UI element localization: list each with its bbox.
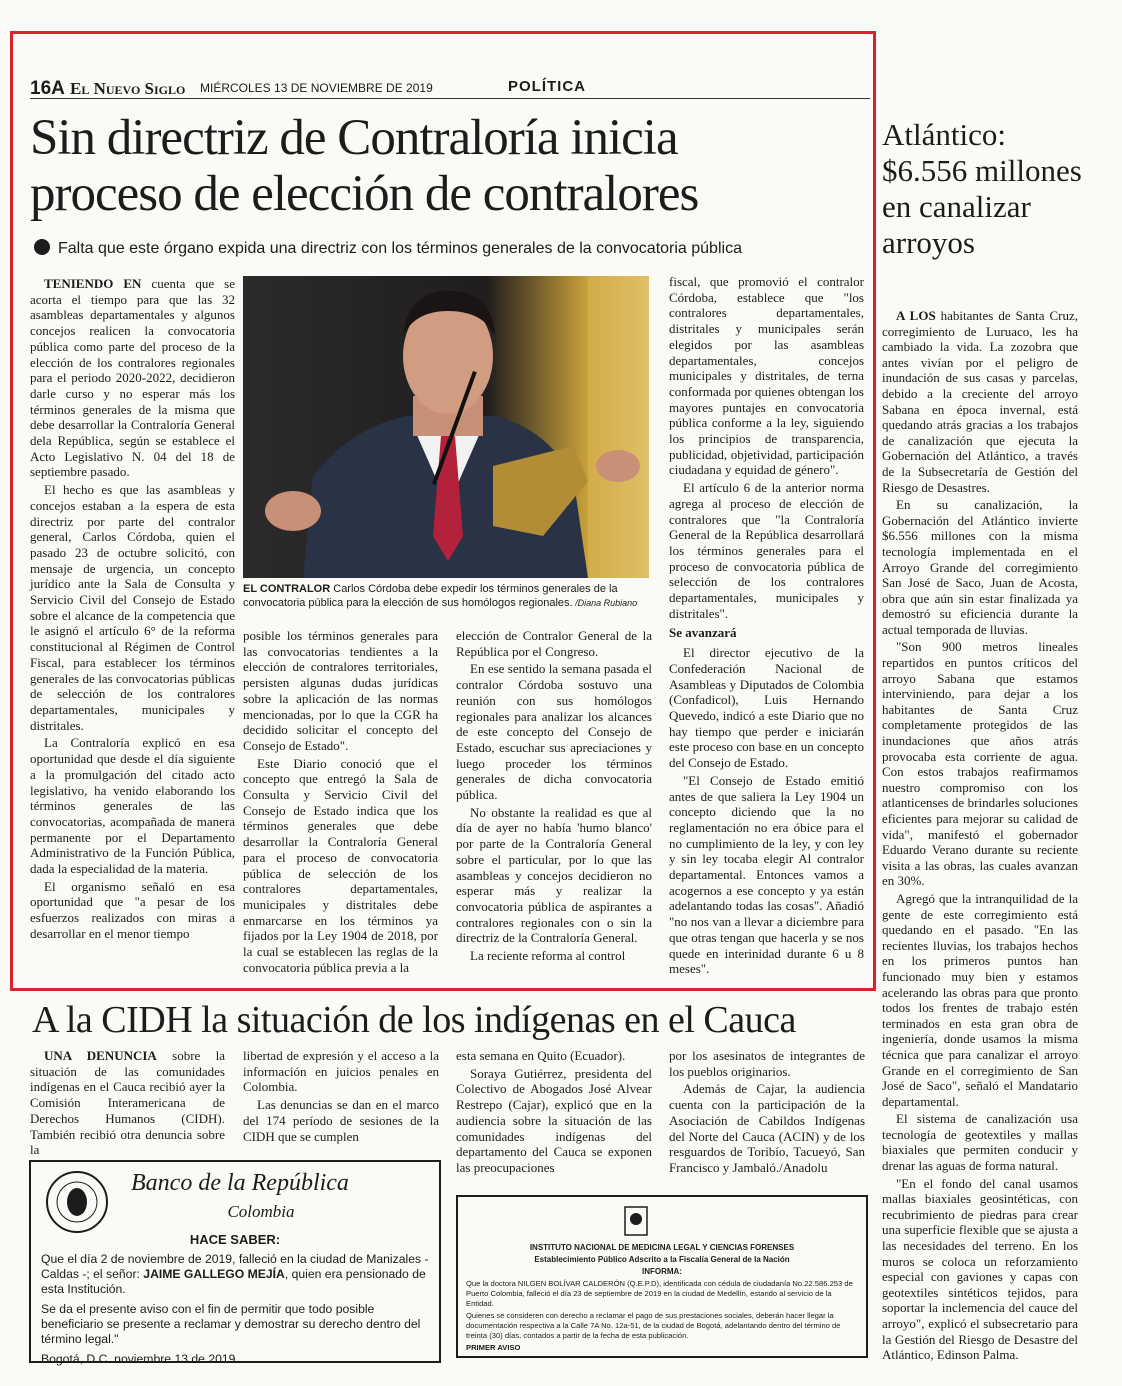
notice-date: Bogotá, D.C. noviembre 13 de 2019 [41, 1352, 236, 1366]
contralor-photo [243, 276, 649, 578]
cidh-column-2 [243, 1048, 439, 1146]
notice-paragraph: Se da el presente aviso con el fin de permitir que todo posible beneficiario se presente a reclamar y demostrar su derecho dentro del término legal." [41, 1302, 421, 1346]
paragraph: El artículo 6 de la anterior norma agrega al proceso de elección de contralores que "la Contraloría General de la República desarrollará los términos generales para el proceso de convocatoria pública de selección de los contralores departamentales, municipales y distritales". [669, 480, 864, 621]
issue-date: MIÉRCOLES 13 DE NOVIEMBRE DE 2019 [200, 81, 433, 95]
bank-country: Colombia [227, 1202, 295, 1221]
paragraph-text: sobre la situación de las comunidades indígenas en el Cauca recibió ayer la Comisión Interamericana de Derechos Humanos (CIDH). También recibió otra denuncia sobre la [30, 1048, 225, 1158]
main-headline [30, 110, 870, 222]
caption-lead: EL CONTRALOR [243, 583, 331, 595]
page-number: 16A [30, 78, 65, 99]
paragraph: "Son 900 metros lineales repartidos en puntos críticos del arroyo Sabana que estamos interviniendo, para dejar a los habitantes de Santa Cruz completamente protegidos de las inundaciones que años atrás provocaba esta corriente de agua. Con estos trabajos reafirmamos nuestro compromiso con los atlanticenses de brindarles soluciones eficientes para mejorar su calidad de vida", manifestó el gobernador Eduardo Verano durante su reciente visita a las obras, las cuales avanzan en 30%. [882, 639, 1078, 889]
bullet-icon [34, 239, 50, 255]
notice-paragraph [41, 1252, 433, 1297]
cidh-column-3 [456, 1048, 652, 1178]
bank-notice-body [41, 1252, 433, 1372]
lead-in: TENIENDO EN [44, 276, 142, 291]
paragraph: Este Diario conoció que el concepto que entregó la Sala de Consulta y Servicio Civil del Consejo de Estado indica que los términos generales que debe desarrollar la Contraloría General para el proceso de convocatoria pública de selección de los contralores departamentales, municipales y distritales debe enmarcarse en los términos ya fijados por la Ley 1904 de 2018, por la cual se establecen las reglas de la convocatoria pública previa a la [243, 755, 438, 975]
paragraph: No obstante la realidad es que al día de ayer no había 'humo blanco' por parte de la Contraloría General sobre el particular, por lo que las asambleas y concejos decidieron no esperar más y realizar la convocatoria pública de aspirantes a contralores regionales con o sin la directriz de la Contraloría General. [456, 804, 652, 946]
paragraph-text: habitantes de Santa Cruz, corregimiento de Luruaco, les ha cambiado la vida. La zozobra que antes vivían por el peligro de inundación de sus casas y parcelas, debido a la creciente del arroyo Sabana en época invernal, está quedando atrás gracias a los trabajos de canalización que ejecuta la Gobernación del Atlántico, a través de la Subsecretaría de Gestión del Riesgo de Desastres. [882, 308, 1078, 495]
bank-name: Banco de la República [131, 1170, 349, 1196]
paragraph: posible los términos generales para las convocatorias tendientes a la elección de contralores territoriales, persisten algunas dudas jurídicas sobre la aplicación de las normas mencionadas, por lo que la CGR ha decidido solicitar el concepto del Consejo de Estado". [243, 628, 438, 753]
paragraph: En su canalización, la Gobernación del Atlántico invierte $6.556 millones con la misma tecnología implementada en el Arroyo Grande del corregimiento San José de Saco, Juan de Acosta, obra que aún sin estar finalizada ya demostró su eficiencia durante la actual temporada de lluvias. [882, 497, 1078, 637]
section-name: POLÍTICA [508, 78, 586, 95]
notice-heading: INFORMA: [642, 1267, 682, 1276]
headline-line-1: Sin directriz de Contraloría inicia [30, 110, 678, 166]
cidh-column-4 [669, 1048, 865, 1178]
notice-paragraph: Quienes se consideren con derecho a reclamar el pago de sus prestaciones sociales, deberán hacer llegar la documentación respectiva a la Calle 7A No. 12a-51, de la ciudad de Bogotá, adelantando dentro del término de treinta (30) días, contados a partir de la fecha de esta publicación. [466, 1311, 841, 1340]
notice-footer: PRIMER AVISO [466, 1343, 521, 1352]
page-header [30, 78, 870, 99]
paragraph: El director ejecutivo de la Confederación Nacional de Asambleas y Diputados de Colombia (Confadicol), Luis Hernando Quevedo, indicó a este Diario que no hay tiempo que perder e iniciarán este proceso con base en un concepto del Consejo de Estado. [669, 645, 864, 771]
paragraph: El organismo señaló en esa oportunidad que "a pesar de los esfuerzos realizados con miras a desarrollar en el menor tiempo [30, 878, 235, 941]
cidh-column-1 [30, 1048, 225, 1160]
paragraph: En ese sentido la semana pasada el contralor Córdoba sostuvo una reunión con sus homólogos regionales para analizar los alcances de este concepto del Consejo de Estado, escuchar sus apreciaciones y luego proceder los términos generales de dicha convocatoria pública. [456, 661, 652, 803]
paragraph: Las denuncias se dan en el marco del 174 período de sesiones de la CIDH que se cumplen [243, 1097, 439, 1144]
article-column-1 [30, 276, 235, 944]
headline-line-2: proceso de elección de contralores [30, 166, 699, 222]
article-column-4 [669, 274, 864, 979]
paragraph: Soraya Gutiérrez, presidenta del Colectivo de Abogados José Alvear Restrepo (Cajar), explicó que en la audiencia sobre la situación de las comunidades indígenas del departamento del Cauca se exponen las preocupaciones [456, 1065, 652, 1175]
paragraph: por los asesinatos de integrantes de los pueblos originarios. [669, 1048, 865, 1079]
caption-text: Carlos Córdoba debe expedir los términos generales de la convocatoria pública para la elección de sus homólogos regionales. [243, 583, 618, 609]
paragraph: El sistema de canalización usa tecnología de geotextiles y mallas biaxiales que permiten conducir y drenar las aguas de forma natural. [882, 1111, 1078, 1174]
paragraph: esta semana en Quito (Ecuador). [456, 1048, 626, 1063]
paragraph: El hecho es que las asambleas y concejos estaban a la espera de esta directriz por parte del contralor general, Carlos Córdoba, quien el pasado 23 de octubre solicitó, con mensaje de urgencia, un concepto jurídico ante la Sala de Consulta y Servicio Civil del Consejo de Estado sobre el alcance de la competencia que le asignó el artículo 6° de la reforma constitucional al Régimen de Control Fiscal, para establecer los términos generales de las convocatorias públicas de selección de los contralores departamentales, municipales y distritales. [30, 482, 235, 733]
photo-credit: /Diana Rubiano [572, 598, 638, 608]
paragraph-text: cuenta que se acorta el tiempo para que las 32 asambleas departamentales y algunos concejos realicen la convocatoria pública como parte del proceso de la elección de los contralores regionales para el periodo 2020-2022, decidieron darle curso y no esperar más los términos generales de la misma que debe desarrollar la Contraloría General dela República, según se establece el Acto Legislativo N. 04 del 18 de septiembre pasado. [30, 276, 235, 480]
article-column-3 [456, 628, 652, 966]
paragraph: "El Consejo de Estado emitió antes de que saliera la Ley 1904 un concepto diciendo que la no reglamentación no era óbice para el no cumplimiento de la ley, y con ley y sin ley tocaba elegir Al contralor departamental. Entonces vamos a acogernos a ese concepto y ya están adelantando todas las cosas". Añadió "no nos van a llevar a diciembre para que otras tengan que hacerla y se nos quede en interinidad durante 6 u 8 meses". [669, 772, 864, 977]
side-article-headline: Atlántico: $6.556 millones en canalizar arroyos [882, 117, 1082, 260]
bank-notice [29, 1160, 441, 1366]
medicina-legal-notice [456, 1195, 868, 1358]
side-article-body [882, 308, 1078, 1365]
paragraph: "En el fondo del canal usamos mallas biaxiales geosintéticas, con recubrimiento de piedras para crear una superficie flexible que se ajusta a las necesidades del terreno. En los muros se coloca un reforzamiento especial con gaviones y capas con geotextiles sintéticos tejidos, para soportar la inclemencia del cauce del arroyo", explicó el subsecretario para la Gestión del Riesgo de Desastre del Atlántico, Edinson Palma. [882, 1175, 1078, 1363]
lead-in: UNA DENUNCIA [44, 1048, 157, 1063]
institution-name: INSTITUTO NACIONAL DE MEDICINA LEGAL Y CIENCIAS FORENSES [529, 1243, 795, 1252]
article-column-2 [243, 628, 438, 977]
notice-text: , quien era pensionado de esta Institución. [41, 1267, 426, 1296]
notice-text: Que el día 2 de noviembre de 2019, falleció en la ciudad de Manizales - Caldas -; el señor: [41, 1252, 429, 1281]
paragraph: fiscal, que promovió el contralor Córdoba, establece que "los contralores departamentales, distritales y municipales serán elegidos por las asambleas departamentales, concejos municipales y distritales, de terna conformada por quienes obtengan los mayores puntajes en convocatoria pública conforme a la ley, siguiendo los principios de transparencia, publicidad, objetividad, participación ciudadana y equidad de género". [669, 274, 864, 478]
paragraph: libertad de expresión y el acceso a la información en juicios penales en Colombia. [243, 1048, 439, 1095]
paragraph: elección de Contralor General de la República por el Congreso. [456, 628, 652, 659]
paragraph: Agregó que la intranquilidad de la gente de este corregimiento está quedando en el pasado. "En las recientes lluvias, los trabajos hechos en los primeros puntos han funcionado muy bien y estamos acelerando las obras para que pronto todos los frentes de trabajo estén terminados en esta gran obra de ingeniería, donde usamos la misma técnica que para canalizar el arroyo Grande en el corregimiento de San José de Saco", señaló el Mandatario departamental. [882, 890, 1078, 1109]
paragraph [30, 1048, 225, 1158]
bank-seal-icon [45, 1170, 109, 1234]
institution-subtitle: Establecimiento Público Adscrito a la Fiscalía General de la Nación [534, 1255, 790, 1264]
subheadline [34, 239, 874, 258]
notice-paragraph: Que la doctora NILGEN BOLÍVAR CALDERÓN (Q.E.P.D), identificada con cédula de ciudadanía No.22.586.253 de Puerto Colombia, falleció el día 23 de septiembre de 2019 en la ciudad de Medellín, estando al servicio de la Entidad. [466, 1279, 853, 1308]
paragraph: La reciente reforma al control [470, 948, 626, 964]
paragraph: La Contraloría explicó en esa oportunidad que desde el día siguiente a la promulgación del citado acto legislativo, ha venido elaborando los términos generales de las convocatorias, acompañada de manera permanente por el Departamento Administrativo de la Función Pública, dada la especialidad de la materia. [30, 735, 235, 877]
cidh-headline: A la CIDH la situación de los indígenas en el Cauca [32, 999, 796, 1041]
photo-caption [243, 582, 649, 610]
subsection-heading: Se avanzará [669, 625, 737, 641]
paragraph [30, 276, 235, 480]
notice-heading: HACE SABER: [189, 1232, 281, 1247]
subheadline-text: Falta que este órgano expida una directriz con los términos generales de la convocatoria pública [58, 240, 742, 257]
medicina-legal-logo-icon [623, 1205, 703, 1237]
paragraph [882, 308, 1078, 495]
deceased-name: JAIME GALLEGO MEJÍA [143, 1267, 285, 1281]
medicina-legal-body [466, 1243, 858, 1355]
newspaper-name: El Nuevo Siglo [70, 79, 186, 98]
lead-in: A LOS [896, 308, 936, 323]
paragraph: Además de Cajar, la audiencia cuenta con la participación de la Asociación de Cabildos Indígenas del Norte del Cauca (ACIN) y de los resguardos de Toribío, Tacueyó, San Francisco y Jambaló./Anadolu [669, 1081, 865, 1175]
